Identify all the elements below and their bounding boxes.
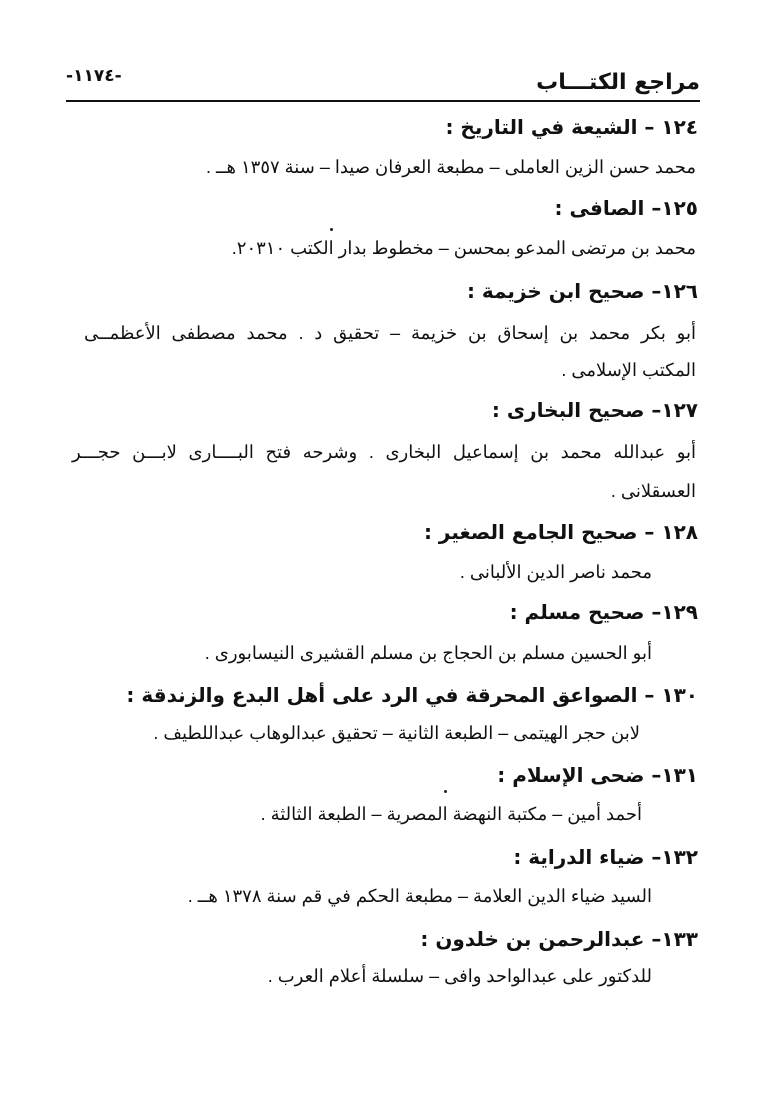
entry-heading: ١٣٢– ضياء الدراية : bbox=[513, 845, 698, 869]
entry-heading: ١٣٣– عبدالرحمن بن خلدون : bbox=[420, 927, 698, 951]
entry-heading: ١٣١– ضحى الإسلام : bbox=[497, 763, 698, 787]
scan-speck bbox=[444, 790, 447, 793]
page-number: -١١٧٤- bbox=[66, 66, 122, 86]
entry-text: محمد حسن الزين العاملى – مطبعة العرفان صيدا – سنة ١٣٥٧ هــ . bbox=[205, 157, 696, 177]
entry-text: للدكتور على عبدالواحد وافى – سلسلة أعلام العرب . bbox=[267, 966, 652, 986]
entry-text: السيد ضياء الدين العلامة – مطبعة الحكم في قم سنة ١٣٧٨ هــ . bbox=[187, 886, 652, 906]
entry-heading: ١٢٨ – صحيح الجامع الصغير : bbox=[423, 520, 698, 544]
entry-text: المكتب الإسلامى . bbox=[561, 360, 696, 380]
header-rule bbox=[66, 100, 700, 102]
entry-text: محمد ناصر الدين الألبانى . bbox=[459, 562, 652, 582]
entry-text: أبو الحسين مسلم بن الحجاج بن مسلم القشيرى النيسابورى . bbox=[204, 643, 652, 663]
entry-text: أبو عبدالله محمد بن إسماعيل البخارى . وشرحه فتح البــــارى لابـــن حجـــر bbox=[72, 442, 696, 462]
entry-text: محمد بن مرتضى المدعو بمحسن – مخطوط بدار الكتب ٢٠٣١٠. bbox=[231, 238, 696, 258]
scan-speck bbox=[330, 228, 333, 231]
entry-text: أحمد أمين – مكتبة النهضة المصرية – الطبعة الثالثة . bbox=[260, 804, 642, 824]
entry-heading: ١٢٦– صحيح ابن خزيمة : bbox=[466, 279, 698, 303]
entry-heading: ١٣٠ – الصواعق المحرقة في الرد على أهل البدع والزندقة : bbox=[126, 683, 698, 707]
entry-heading: ١٢٥– الصافى : bbox=[554, 196, 698, 220]
entry-text: العسقلانى . bbox=[610, 481, 696, 501]
running-title: مراجع الكتـــاب bbox=[536, 70, 700, 95]
entry-heading: ١٢٩– صحيح مسلم : bbox=[509, 600, 698, 624]
entry-heading: ١٢٧– صحيح البخارى : bbox=[491, 398, 698, 422]
entry-text: أبو بكر محمد بن إسحاق بن خزيمة – تحقيق د . محمد مصطفى الأعظمــى bbox=[84, 323, 696, 343]
page-header bbox=[66, 62, 700, 96]
entry-heading: ١٢٤ – الشيعة في التاريخ : bbox=[445, 115, 698, 139]
entry-text: لابن حجر الهيتمى – الطبعة الثانية – تحقيق عبدالوهاب عبداللطيف . bbox=[153, 723, 640, 743]
